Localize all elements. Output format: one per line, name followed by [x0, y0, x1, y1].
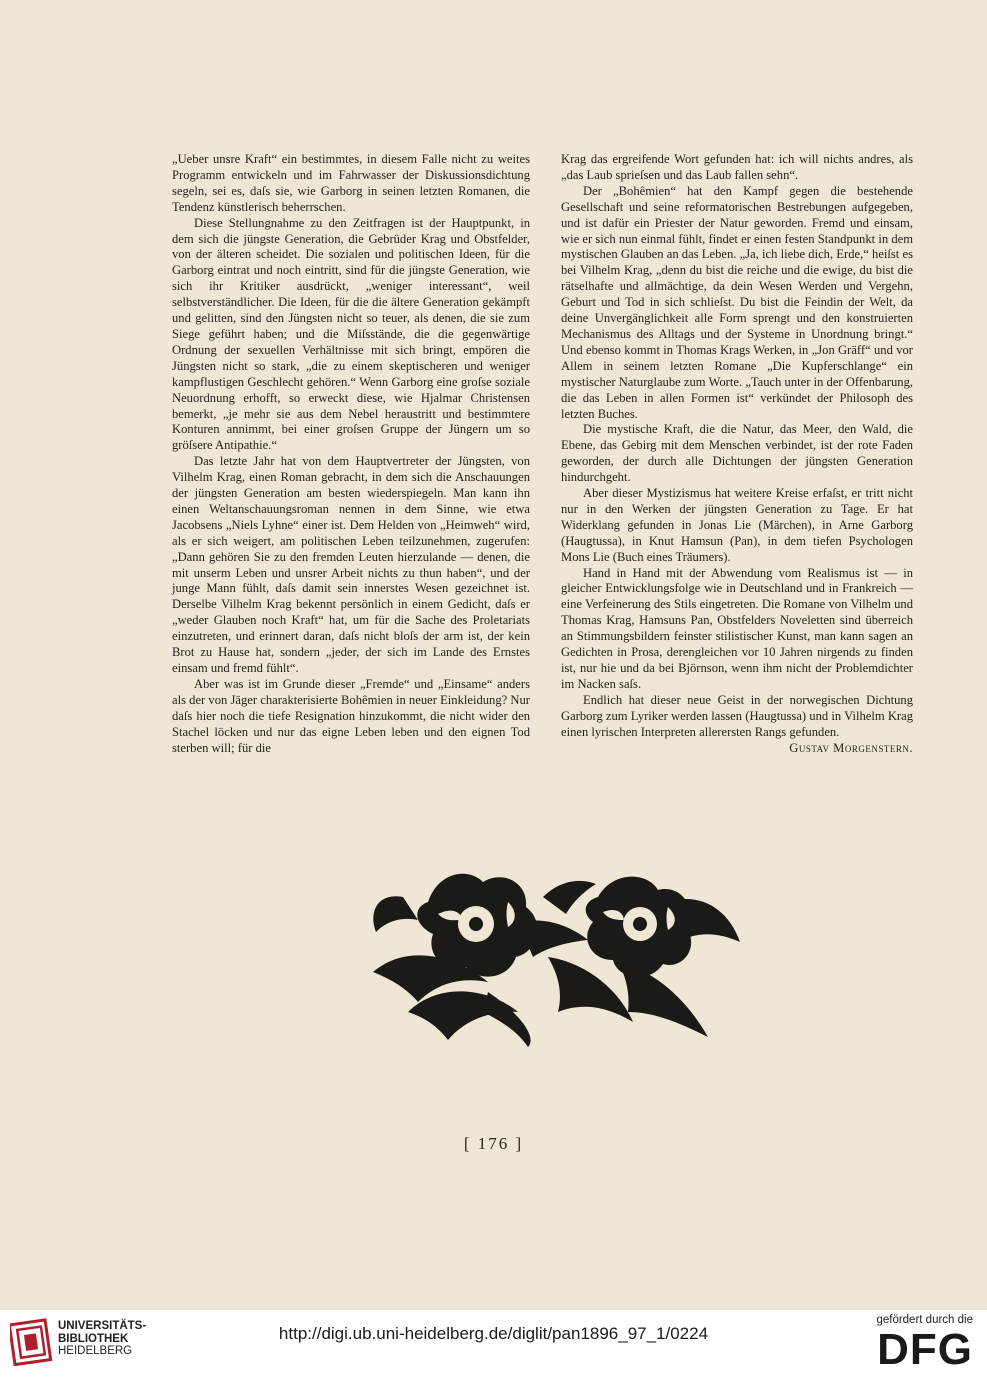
paragraph: Der „Bohêmien“ hat den Kampf gegen die bestehende Gesellschaft und seine reformatorischen Bestrebungen aufgegeben, und ist dafür ein Priester der Natur geworden. Fremd und einsam, wie er sich nun einmal fühlt, findet er einen festen Standpunkt in dem mystischen Glauben an das Leben. „Ja, ich liebe dich, Erde,“ heiſst es bei Vilhelm Krag, „denn du bist die reiche und die ewige, du bist die rätselhafte und allmächtige, da dein Wesen Werden und Vergehn, Geburt und Tod in sich schlieſst. Du bist die Feindin der Welt, da deine Unvergänglichkeit alle Form sprengt und den konstruierten Mechanismus des Alltags und der Systeme in Unordnung bringt.“ Und ebenso kommt in Thomas Krags Werken, in „Jon Gräff“ und vor Allem in seinem letzten Romane „Die Kupferschlange“ ein mystischer Naturglaube zum Worte. „Tauch unter in der Offenbarung, die das Leben in allen Formen ist“ verkündet der Philosoph des letzten Buches.	[561, 183, 914, 421]
page-number: [ 176 ]	[463, 1134, 524, 1153]
floral-vignette-icon	[368, 862, 743, 1047]
paragraph-text: Endlich hat dieser neue Geist in der norwegischen Dichtung Garborg zum Lyriker werden lassen (Haugtussa) und in Vilhelm Krag einen lyrischen Interpreten allerersten Rangs gefunden.	[561, 692, 913, 739]
text-column-right	[561, 152, 913, 756]
author-signature: Gustav Morgenstern.	[789, 740, 913, 755]
library-line-1: UNIVERSITÄTS-	[58, 1320, 147, 1332]
paragraph: Hand in Hand mit der Abwendung vom Realismus ist — in gleicher Entwicklungsfolge wie in Deutschland und in Frankreich — eine Verfeinerung des Stils eingetreten. Die Romane von Vilhelm und Thomas Krag, Hamsuns Pan, Obstfelders Noveletten sind überreich an Stimmungsbildern feinster stilistischer Kunst, man kann sagen an Gedichten in Prosa, derengleichen vor 10 Jahren nirgends zu finden ist, nur hie und da bei Björnson, wenn ihm nicht der Problemdichter im Nacken saſs.	[561, 565, 913, 691]
footer-bar	[0, 1310, 987, 1378]
dfg-logo: DFG	[877, 1325, 973, 1374]
paragraph	[561, 692, 913, 755]
paragraph: Die mystische Kraft, die die Natur, das Meer, den Wald, die Ebene, das Gebirg mit dem Menschen verbindet, ist der rote Faden geworden, der durch alle Dichtungen der jüngsten Generation hindurchgeht.	[561, 422, 913, 485]
paragraph: Diese Stellungnahme zu den Zeitfragen ist der Hauptpunkt, in dem sich die jüngste Generation, die Gebrüder Krag und Obstfelder, von der älteren scheidet. Die sozialen und politischen Ideen, für die Garborg eintrat und noch eintritt, sind für die jüngste Generation, wie sich ihr Kritiker ausdrückt, „weniger interessant“, weil selbstverständlicher. Die Ideen, für die die ältere Generation gekämpft und gelitten, sind den Jüngsten nicht so teuer, als denen, die sie zum Siege geführt haben; und die Miſsstände, die die gegenwärtige Ordnung der sexuellen Verhältnisse mit sich bringt, empören die Jüngsten nicht so stark, „die zu einem skeptischeren und weniger kampflustigen Geschlecht gehören.“ Wenn Garborg eine groſse soziale Neuordnung erhofft, so erweckt diese, wie Hjalmar Christensen bemerkt, „je mehr sie aus dem Nebel heraustritt und bestimmtere Konturen annimmt, bei einer groſsen Gruppe der Jüngern um so gröſsere Antipathie.“	[172, 215, 530, 453]
paragraph: „Ueber unsre Kraft“ ein bestimmtes, in diesem Falle nicht zu weites Programm entwickeln und im Fahrwasser der Diskussionsdichtung segeln, sei es, daſs sie, wie Garborg in seinen letzten Romanen, die Tendenz künstlerisch beherrschen.	[172, 152, 530, 214]
paragraph: Aber dieser Mystizismus hat weitere Kreise erfaſst, er tritt nicht nur in den Werken der jüngsten Generation zu Tage. Er hat Widerklang gefunden in Jonas Lie (Märchen), in Arne Garborg (Haugtussa), in Knut Hamsun (Pan), in dem tiefen Psychologen Mons Lie (Buch eines Träumers).	[561, 486, 913, 564]
paragraph: Aber was ist im Grunde dieser „Fremde“ und „Einsame“ anders als der von Jäger charakterisierte Bohêmien in neuer Einkleidung? Nur daſs hier noch die tiefe Resignation hinzukommt, die nicht wider den Stachel löcken und nur das eigne Leben leben und den eignen Tod sterben will; für die	[172, 676, 530, 755]
funding-caption: gefördert durch die	[876, 1314, 973, 1326]
paragraph: Das letzte Jahr hat von dem Hauptvertreter der Jüngsten, von Vilhelm Krag, einen Roman gebracht, in dem sich die Anschauungen der jüngsten Generation am besten wiederspiegeln. Man kann ihn einen Weltanschauungsroman nennen in dem Sinne, wie etwa Jacobsens „Niels Lyhne“ einer ist. Dem Helden von „Heimweh“ wird, als er sich weigert, am politischen Leben teilzunehmen, zugerufen: „Dann gehören Sie zu den fremden Leuten hierzulande — denen, die mit unserm Leben und unsrer Arbeit nichts zu thun haben“, und der junge Mann fühlt, daſs damit sein innerstes Wesen gezeichnet ist. Derselbe Vilhelm Krag bekennt persönlich in einem Gedicht, daſs er „weder Glauben noch Kraft“ hat, um für die Sache des Proletariats einzutreten, und erinnert daran, daſs nicht bloſs der arm ist, der kein Brot zu Hause hat, sondern „jeder, der sich im Lande des Ernstes einsam und fremd fühlt“.	[172, 454, 530, 675]
library-line-3: HEIDELBERG	[58, 1345, 133, 1357]
paragraph: Krag das ergreifende Wort gefunden hat: ich will nichts andres, als „das Laub sprieſsen und das Laub fallen sehn“.	[561, 152, 913, 182]
library-line-2: BIBLIOTHEK	[58, 1332, 129, 1345]
text-column-left	[172, 152, 530, 756]
monogram: ɕF	[580, 989, 594, 1004]
permalink-url[interactable]: http://digi.ub.uni-heidelberg.de/diglit/pan1896_97_1/0224	[278, 1324, 709, 1343]
